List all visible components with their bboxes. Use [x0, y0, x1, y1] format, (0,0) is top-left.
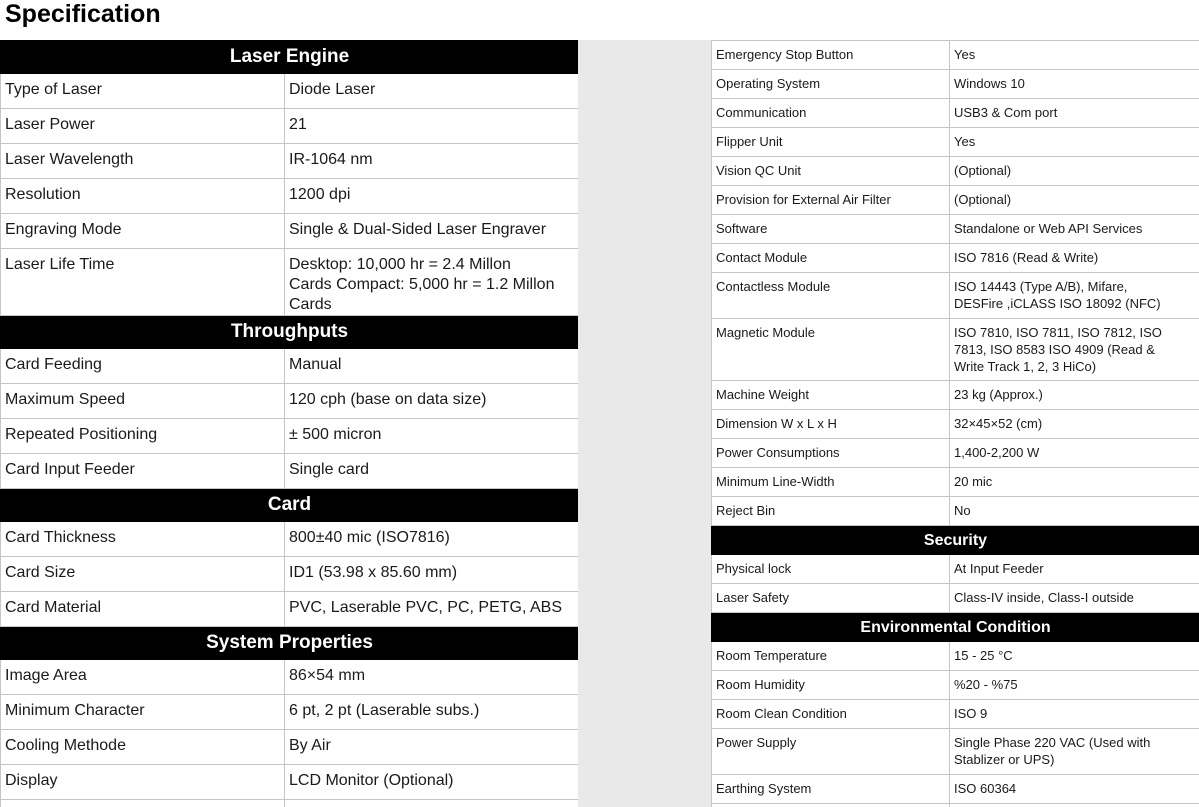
spec-value: (Optional) [950, 157, 1199, 186]
section-title: Security [712, 526, 1199, 555]
spec-value: ± 500 micron [285, 419, 579, 454]
spec-value: Diode Laser [285, 74, 579, 109]
spec-value: IR-1064 nm [285, 144, 579, 179]
spec-row [1, 74, 579, 109]
spec-row [712, 642, 1199, 671]
spec-label: Contact Module [712, 244, 950, 273]
spec-label: Power Consumptions [712, 439, 950, 468]
spec-label: Vision QC Unit [712, 157, 950, 186]
spec-value: 1,400-2,200 W [950, 439, 1199, 468]
spec-row [712, 186, 1199, 215]
section-header-security [712, 526, 1199, 555]
left-spec-panel [0, 40, 578, 807]
spec-label: Card Size [1, 557, 285, 592]
spec-row [712, 157, 1199, 186]
spec-value: 32×45×52 (cm) [950, 410, 1199, 439]
spec-value: 21 [285, 109, 579, 144]
spec-row [712, 439, 1199, 468]
spec-row [712, 555, 1199, 584]
spec-row [712, 671, 1199, 700]
spec-label: Emergency Stop Button [712, 41, 950, 70]
spec-row [712, 99, 1199, 128]
spec-row [1, 730, 579, 765]
spec-value: 120 cph (base on data size) [285, 384, 579, 419]
spec-value: 86×54 mm [285, 660, 579, 695]
spec-row-empty [712, 804, 1199, 807]
spec-row [1, 384, 579, 419]
spec-row [1, 557, 579, 592]
spec-label: Room Humidity [712, 671, 950, 700]
spec-row [1, 179, 579, 214]
spec-label: Minimum Line-Width [712, 468, 950, 497]
right-spec-table [711, 40, 1199, 807]
spec-row [712, 273, 1199, 319]
spec-value: No [950, 497, 1199, 526]
spec-label: Engraving Mode [1, 214, 285, 249]
spec-label: Provision for External Air Filter [712, 186, 950, 215]
spec-row [1, 695, 579, 730]
spec-value: ISO 7810, ISO 7811, ISO 7812, ISO 7813, ISO 8583 ISO 4909 (Read & Write Track 1, 2, 3 HiCo) [950, 319, 1199, 381]
spec-value: By Air [285, 730, 579, 765]
spec-value: Single card [285, 454, 579, 489]
section-header-system-properties [1, 627, 579, 660]
spec-label [712, 804, 950, 807]
spec-row [1, 454, 579, 489]
spec-label: Laser Power [1, 109, 285, 144]
section-title: Environmental Condition [712, 613, 1199, 642]
page-title: Specification [5, 0, 161, 28]
spec-row [1, 249, 579, 316]
spec-row [1, 109, 579, 144]
spec-row [1, 522, 579, 557]
spec-value: Single & Dual-Sided Laser Engraver [285, 214, 579, 249]
spec-label: Card Material [1, 592, 285, 627]
spec-row [1, 592, 579, 627]
spec-value: Manual [285, 349, 579, 384]
spec-label: Image Area [1, 660, 285, 695]
spec-value: ISO 14443 (Type A/B), Mifare, DESFire ,iCLASS ISO 18092 (NFC) [950, 273, 1199, 319]
section-title: Laser Engine [1, 41, 579, 74]
spec-row [712, 244, 1199, 273]
spec-value: Yes [950, 128, 1199, 157]
spec-value: 23 kg (Approx.) [950, 381, 1199, 410]
spec-row [712, 700, 1199, 729]
spec-value: 15 - 25 °C [950, 642, 1199, 671]
spec-row [712, 215, 1199, 244]
spec-row [712, 410, 1199, 439]
spec-row [712, 128, 1199, 157]
spec-row [1, 349, 579, 384]
spec-label: Physical lock [712, 555, 950, 584]
spec-label: Magnetic Module [712, 319, 950, 381]
spec-label: Flipper Unit [712, 128, 950, 157]
spec-value: ISO 60364 [950, 775, 1199, 804]
spec-row [1, 660, 579, 695]
spec-value: 6 pt, 2 pt (Laserable subs.) [285, 695, 579, 730]
spec-value: Desktop: 10,000 hr = 2.4 Millon Cards Compact: 5,000 hr = 1.2 Millon Cards [285, 249, 579, 316]
spec-label: Maximum Speed [1, 384, 285, 419]
spec-label: Software [712, 215, 950, 244]
spec-row [712, 584, 1199, 613]
spec-label: Card Thickness [1, 522, 285, 557]
spec-value [285, 800, 579, 807]
spec-value: Class-IV inside, Class-I outside [950, 584, 1199, 613]
spec-value: (Optional) [950, 186, 1199, 215]
spec-value: Yes [950, 41, 1199, 70]
spec-label: Dimension W x L x H [712, 410, 950, 439]
spec-value: At Input Feeder [950, 555, 1199, 584]
spec-row [712, 381, 1199, 410]
spec-label: Resolution [1, 179, 285, 214]
section-title: System Properties [1, 627, 579, 660]
spec-label: Card Input Feeder [1, 454, 285, 489]
section-header-environmental-condition [712, 613, 1199, 642]
spec-value: ID1 (53.98 x 85.60 mm) [285, 557, 579, 592]
spec-label: Display [1, 765, 285, 800]
spec-value: PVC, Laserable PVC, PC, PETG, ABS [285, 592, 579, 627]
spec-label: Type of Laser [1, 74, 285, 109]
section-title: Card [1, 489, 579, 522]
page-header [0, 0, 1199, 40]
spec-row [712, 319, 1199, 381]
spec-label: Minimum Character [1, 695, 285, 730]
spec-label: Card Feeding [1, 349, 285, 384]
spec-value: Windows 10 [950, 70, 1199, 99]
spec-label: Reject Bin [712, 497, 950, 526]
spec-value: 20 mic [950, 468, 1199, 497]
spec-label: Repeated Positioning [1, 419, 285, 454]
spec-value: 1200 dpi [285, 179, 579, 214]
section-title: Throughputs [1, 316, 579, 349]
spec-label: Laser Safety [712, 584, 950, 613]
spec-row [712, 729, 1199, 775]
spec-label: Laser Wavelength [1, 144, 285, 179]
spec-row [712, 70, 1199, 99]
spec-label: Machine Weight [712, 381, 950, 410]
spec-value: LCD Monitor (Optional) [285, 765, 579, 800]
spec-row [712, 497, 1199, 526]
spec-value: Single Phase 220 VAC (Used with Stablizer or UPS) [950, 729, 1199, 775]
section-header-throughputs [1, 316, 579, 349]
spec-row-empty [1, 800, 579, 807]
spec-label: Room Clean Condition [712, 700, 950, 729]
spec-row [712, 41, 1199, 70]
spec-value: USB3 & Com port [950, 99, 1199, 128]
spec-row [1, 214, 579, 249]
right-spec-panel [711, 40, 1199, 807]
spec-label: Laser Life Time [1, 249, 285, 316]
spec-row [1, 765, 579, 800]
section-header-laser-engine [1, 41, 579, 74]
spec-label: Contactless Module [712, 273, 950, 319]
spec-label: Room Temperature [712, 642, 950, 671]
spec-value [950, 804, 1199, 807]
spec-label: Communication [712, 99, 950, 128]
section-header-card [1, 489, 579, 522]
spec-label [1, 800, 285, 807]
spec-label: Cooling Methode [1, 730, 285, 765]
spec-label: Power Supply [712, 729, 950, 775]
spec-value: Standalone or Web API Services [950, 215, 1199, 244]
spec-label: Operating System [712, 70, 950, 99]
spec-row [712, 775, 1199, 804]
left-spec-table [0, 40, 578, 807]
spec-row [712, 468, 1199, 497]
spec-row [1, 419, 579, 454]
spec-value: ISO 9 [950, 700, 1199, 729]
spec-value: 800±40 mic (ISO7816) [285, 522, 579, 557]
spec-row [1, 144, 579, 179]
spec-value: %20 - %75 [950, 671, 1199, 700]
spec-label: Earthing System [712, 775, 950, 804]
spec-value: ISO 7816 (Read & Write) [950, 244, 1199, 273]
